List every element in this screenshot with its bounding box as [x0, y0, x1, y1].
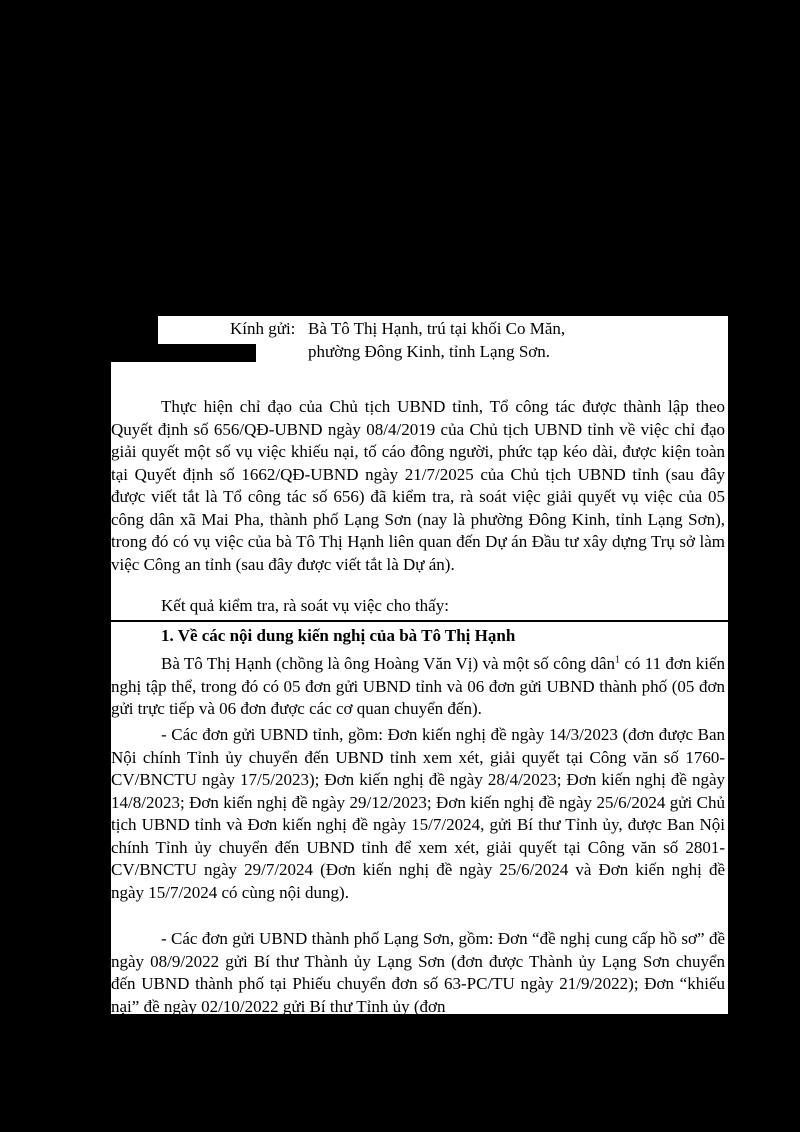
section-1-heading: 1. Về các nội dung kiến nghị của bà Tô Thị Hạnh [161, 626, 516, 645]
section-1-paragraph-1-end: có 11 đơn kiến nghị tập thể, trong đó có 05 đơn gửi UBND tỉnh và 06 đơn gửi UBND thành phố (05 đơn gửi trực tiếp và 06 đơn được các cơ quan chuyển đến). [111, 654, 725, 718]
section-1-paragraph-1 [111, 653, 725, 721]
section-1-paragraph-2: - Các đơn gửi UBND tỉnh, gồm: Đơn kiến nghị đề ngày 14/3/2023 (đơn được Ban Nội chính Tỉnh ủy chuyển đến UBND tỉnh xem xét, giải quyết tại Công văn số 1760-CV/BNCTU ngày 17/5/2023); Đơn kiến nghị đề ngày 28/4/2023; Đơn kiến nghị đề ngày 14/8/2023; Đơn kiến nghị đề ngày 29/12/2023; Đơn kiến nghị đề ngày 25/6/2024 gửi Chủ tịch UBND tỉnh và Đơn kiến nghị đề ngày 15/7/2024, gửi Bí thư Tỉnh ủy, được Ban Nội chính Tỉnh ủy chuyển đến UBND tỉnh để xem xét, giải quyết tại Công văn số 2801-CV/BNCTU ngày 29/7/2024 (Đơn kiến nghị đề ngày 25/6/2024 và Đơn kiến nghị đề ngày 15/7/2024 có cùng nội dung). [111, 725, 725, 902]
section-1-paragraph-3: - Các đơn gửi UBND thành phố Lạng Sơn, gồm: Đơn “đề nghị cung cấp hồ sơ” đề ngày 08/9/2022 gửi Bí thư Thành ủy Lạng Sơn (đơn được Thành ủy Lạng Sơn chuyển đến UBND thành phố tại Phiếu chuyển đơn số 63-PC/TU ngày 21/9/2022); Đơn “khiếu nại” đề ngày 02/10/2022 gửi Bí thư Tỉnh ủy (đơn [111, 929, 725, 1016]
intro-section [111, 362, 728, 620]
intro-paragraph-2: Kết quả kiểm tra, rà soát vụ việc cho thấy: [161, 596, 449, 615]
footnote-marker: 1 [615, 654, 621, 666]
address-line-2: phường Đông Kinh, tỉnh Lạng Sơn. [308, 342, 551, 361]
intro-paragraph-1: Thực hiện chỉ đạo của Chủ tịch UBND tỉnh, Tổ công tác được thành lập theo Quyết định số 656/QĐ-UBND ngày 08/4/2019 của Chủ tịch UBND tỉnh về việc chỉ đạo giải quyết một số vụ việc khiếu nại, tố cáo đông người, phức tạp kéo dài, được kiện toàn tại Quyết định số 1662/QĐ-UBND ngày 21/7/2025 của Chủ tịch UBND tỉnh (sau đây được viết tắt là Tổ công tác số 656) đã kiểm tra, rà soát việc giải quyết vụ việc của 05 công dân xã Mai Pha, thành phố Lạng Sơn (nay là phường Đông Kinh, tỉnh Lạng Sơn), trong đó có vụ việc của bà Tô Thị Hạnh liên quan đến Dự án Đầu tư xây dựng Trụ sở làm việc Công an tỉnh (sau đây được viết tắt là Dự án). [111, 397, 725, 574]
address-block-continued [256, 344, 728, 362]
address-line-1: Bà Tô Thị Hạnh, trú tại khối Co Măn, [308, 319, 566, 338]
section-1-paragraph-1-start: Bà Tô Thị Hạnh (chồng là ông Hoàng Văn Vị) và một số công dân [161, 654, 616, 673]
address-label: Kính gửi: [230, 319, 296, 338]
address-block [158, 316, 728, 344]
section-1 [111, 622, 728, 1014]
